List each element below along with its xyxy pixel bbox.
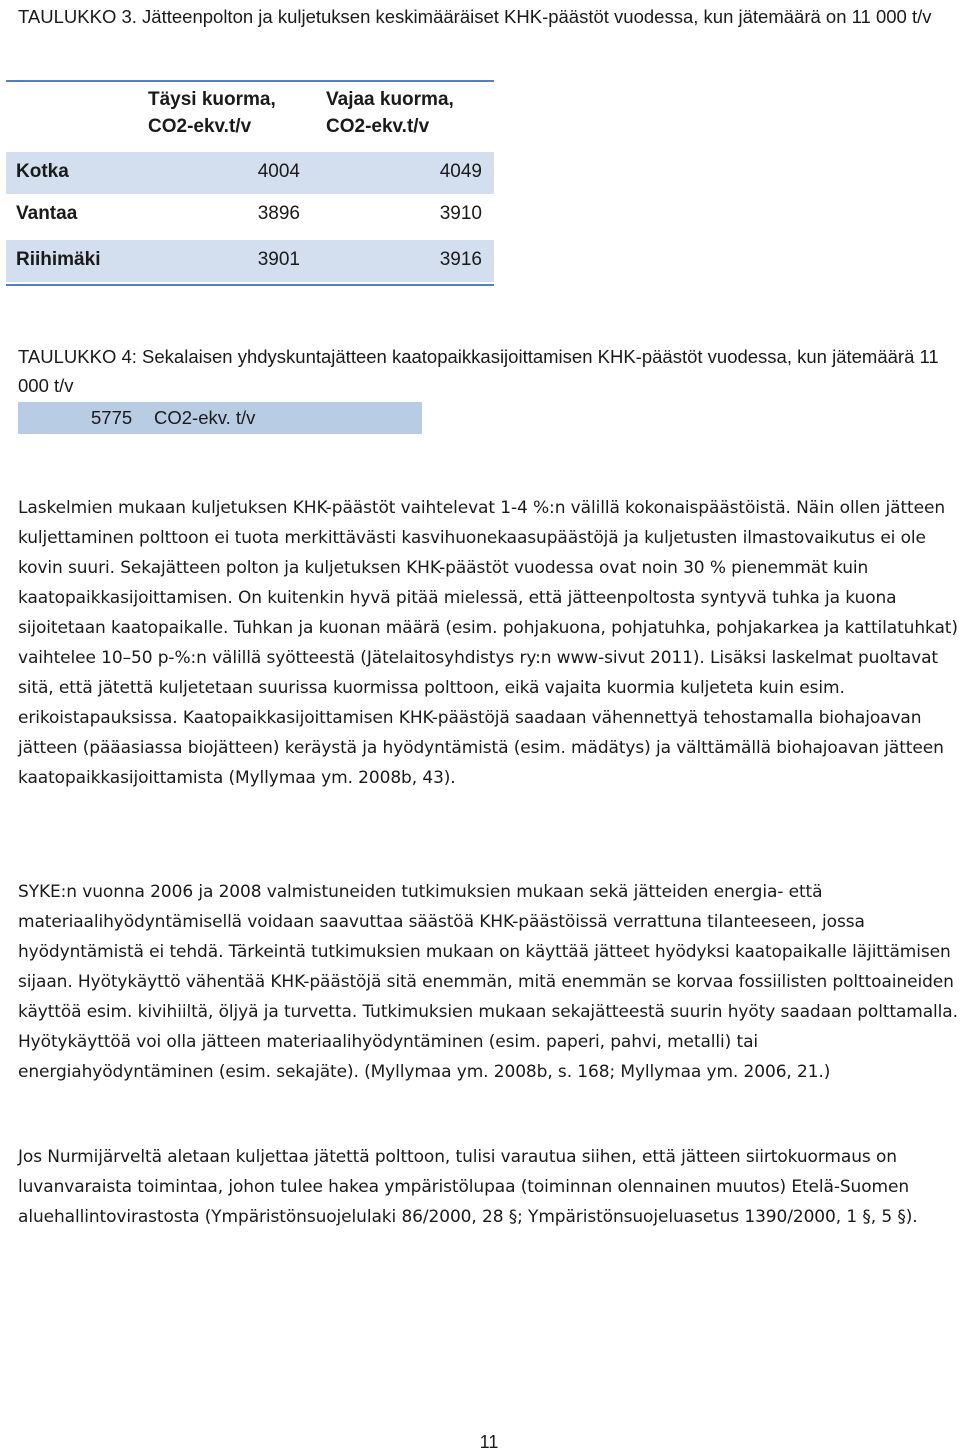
body-paragraph: Jos Nurmijärveltä aletaan kuljettaa jätettä polttoon, tulisi varautua siihen, että jätteen siirtokuormaus on luvanvaraista toimintaa, johon tulee hakea ympäristölupaa (toiminnan olennainen muutos) Etelä-Suomen aluehallintovirastosta (Ympäristönsuojelulaki 86/2000, 28 §; Ympäristönsuojeluasetus 1390/2000, 1 §, 5 §). [18, 1147, 918, 1227]
landfill-emissions-value: 5775 [91, 407, 133, 428]
body-paragraph: Laskelmien mukaan kuljetuksen KHK-päästöt vaihtelevat 1-4 %:n välillä kokonaispäästöistä. Näin ollen jätteen kuljettaminen polttoon ei tuota merkittävästi kasvihuonekaasupäästöjä ja kuljetusten ilmastovaikutus ei ole kovin suuri. Sekajätteen polton ja kuljetuksen KHK-päästöt vuodessa ovat noin 30 % pienemmät kuin kaatopaikkasijoittamisen. On kuitenkin hyvä pitää mielessä, että jätteenpoltosta syntyvä tuhka ja kuona sijoitetaan kaatopaikalle. Tuhkan ja kuonan määrä (esim. pohjakuona, pohjatuhka, pohjakarkea ja kattilatuhkat) vaihtelee 10–50 p-%:n välillä syötteestä (Jätelaitosyhdistys ry:n www-sivut 2011). Lisäksi laskelmat puoltavat sitä, että jätettä kuljetetaan suurissa kuormissa polttoon, eikä vajaita kuormia kuljeteta kuin esim. erikoistapauksissa. Kaatopaikkasijoittamisen KHK-päästöjä saadaan vähennettyä tehostamalla biohajoavan jätteen (pääasiassa biojätteen) keräystä ja hyödyntämistä (esim. mädätys) ja välttämällä biohajoavan jätteen kaatopaikkasijoittamista (Myllymaa ym. 2008b, 43). [18, 498, 958, 788]
table-row [6, 194, 494, 236]
row-name: Riihimäki [16, 249, 101, 270]
full-load-value: 3901 [257, 249, 300, 270]
table-top-rule [6, 80, 494, 82]
landfill-emissions-row [18, 402, 422, 434]
table-bottom-rule [6, 284, 494, 286]
table4-caption: TAULUKKO 4: Sekalaisen yhdyskuntajätteen kaatopaikkasijoittamisen KHK-päästöt vuodessa, kun jätemäärä 11 000 t/v [18, 346, 939, 396]
partial-load-value: 4049 [439, 161, 482, 182]
partial-load-value: 3916 [439, 249, 482, 270]
full-load-value: 4004 [257, 161, 300, 182]
full-load-value: 3896 [257, 203, 300, 224]
landfill-emissions-unit: CO2-ekv. t/v [154, 407, 256, 428]
body-paragraph: SYKE:n vuonna 2006 ja 2008 valmistuneiden tutkimuksien mukaan sekä jätteiden energia- että materiaalihyödyntämisellä voidaan saavuttaa säästöä KHK-päästöissä verrattuna tilanteeseen, jossa hyödyntämistä ei tehdä. Tärkeintä tutkimuksien mukaan on käyttää jätteet hyödyksi kaatopaikalle läjittämisen sijaan. Hyötykäyttö vähentää KHK-päästöjä sitä enemmän, mitä enemmän se korvaa fossiilisten polttoaineiden käyttöä esim. kivihiiltä, öljyä ja turvetta. Tutkimuksien mukaan sekajätteestä suurin hyöty saadaan polttamalla. Hyötykäyttöä voi olla jätteen materiaalihyödyntäminen (esim. paperi, pahvi, metalli) tai energiahyödyntäminen (esim. sekajäte). (Myllymaa ym. 2008b, s. 168; Myllymaa ym. 2006, 21.) [18, 882, 958, 1082]
col-header-partial-load: Vajaa kuorma, CO2-ekv.t/v [326, 89, 454, 137]
table-row [6, 152, 494, 194]
row-name: Vantaa [16, 203, 78, 224]
partial-load-value: 3910 [439, 203, 482, 224]
table-row [6, 240, 494, 282]
row-name: Kotka [16, 161, 69, 182]
page-number: 11 [479, 1432, 499, 1452]
table3-caption: TAULUKKO 3. Jätteenpolton ja kuljetuksen keskimääräiset KHK-päästöt vuodessa, kun jätemäärä on 11 000 t/v [18, 6, 932, 27]
col-header-full-load: Täysi kuorma, CO2-ekv.t/v [148, 89, 276, 137]
